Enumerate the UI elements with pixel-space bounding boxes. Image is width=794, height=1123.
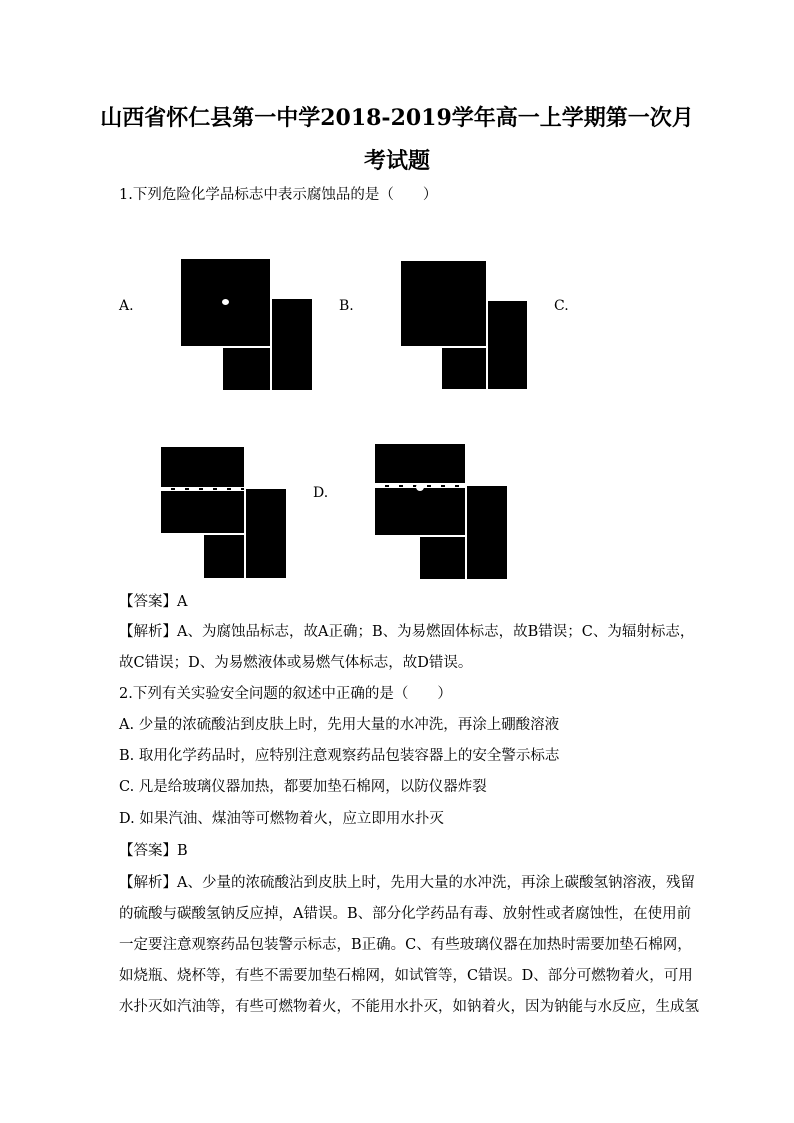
question-2-analysis-line-1: 【解析】A、少量的浓硫酸沾到皮肤上时，先用大量的水冲洗，再涂上碳酸氢钠溶液，残留 <box>119 875 695 891</box>
question-2-answer: 【答案】B <box>119 843 188 859</box>
question-2-option-c: C. 凡是给玻璃仪器加热，都要加垫石棉网，以防仪器炸裂 <box>119 779 487 795</box>
question-2-option-a: A. 少量的浓硫酸沾到皮肤上时，先用大量的水冲洗，再涂上硼酸溶液 <box>119 717 560 733</box>
option-d-label: D. <box>313 485 329 501</box>
document-title-line-2: 考试题 <box>363 148 430 174</box>
question-1-stem: 1.下列危险化学品标志中表示腐蚀品的是（ ） <box>119 187 438 203</box>
question-1-answer: 【答案】A <box>119 594 188 610</box>
question-2-analysis-line-2: 的硫酸与碳酸氢钠反应掉，A错误。B、部分化学药品有毒、放射性或者腐蚀性，在使用前 <box>119 906 692 922</box>
question-2-analysis-line-5: 水扑灭如汽油等，有些可燃物着火，不能用水扑灭，如钠着火，因为钠能与水反应，生成氢 <box>119 999 699 1015</box>
option-c-label: C. <box>554 298 569 314</box>
question-2-stem: 2.下列有关实验安全问题的叙述中正确的是（ ） <box>119 686 452 702</box>
question-2-analysis-line-4: 如烧瓶、烧杯等，有些不需要加垫石棉网，如试管等，C错误。D、部分可燃物着火，可用 <box>119 968 693 984</box>
question-1-analysis-line-2: 故C错误；D、为易燃液体或易燃气体标志，故D错误。 <box>119 655 473 671</box>
document-title-line-1: 山西省怀仁县第一中学2018-2019学年高一上学期第一次月 <box>100 105 694 131</box>
option-a-label: A. <box>119 298 134 314</box>
question-1-analysis-line-1: 【解析】A、为腐蚀品标志，故A正确；B、为易燃固体标志，故B错误；C、为辐射标志， <box>119 624 695 640</box>
option-b-label: B. <box>339 298 354 314</box>
question-2-option-d: D. 如果汽油、煤油等可燃物着火，应立即用水扑灭 <box>119 811 444 827</box>
question-2-option-b: B. 取用化学药品时，应特别注意观察药品包装容器上的安全警示标志 <box>119 748 560 764</box>
question-2-analysis-line-3: 一定要注意观察药品包装警示标志，B正确。C、有些玻璃仪器在加热时需要加垫石棉网， <box>119 937 692 953</box>
